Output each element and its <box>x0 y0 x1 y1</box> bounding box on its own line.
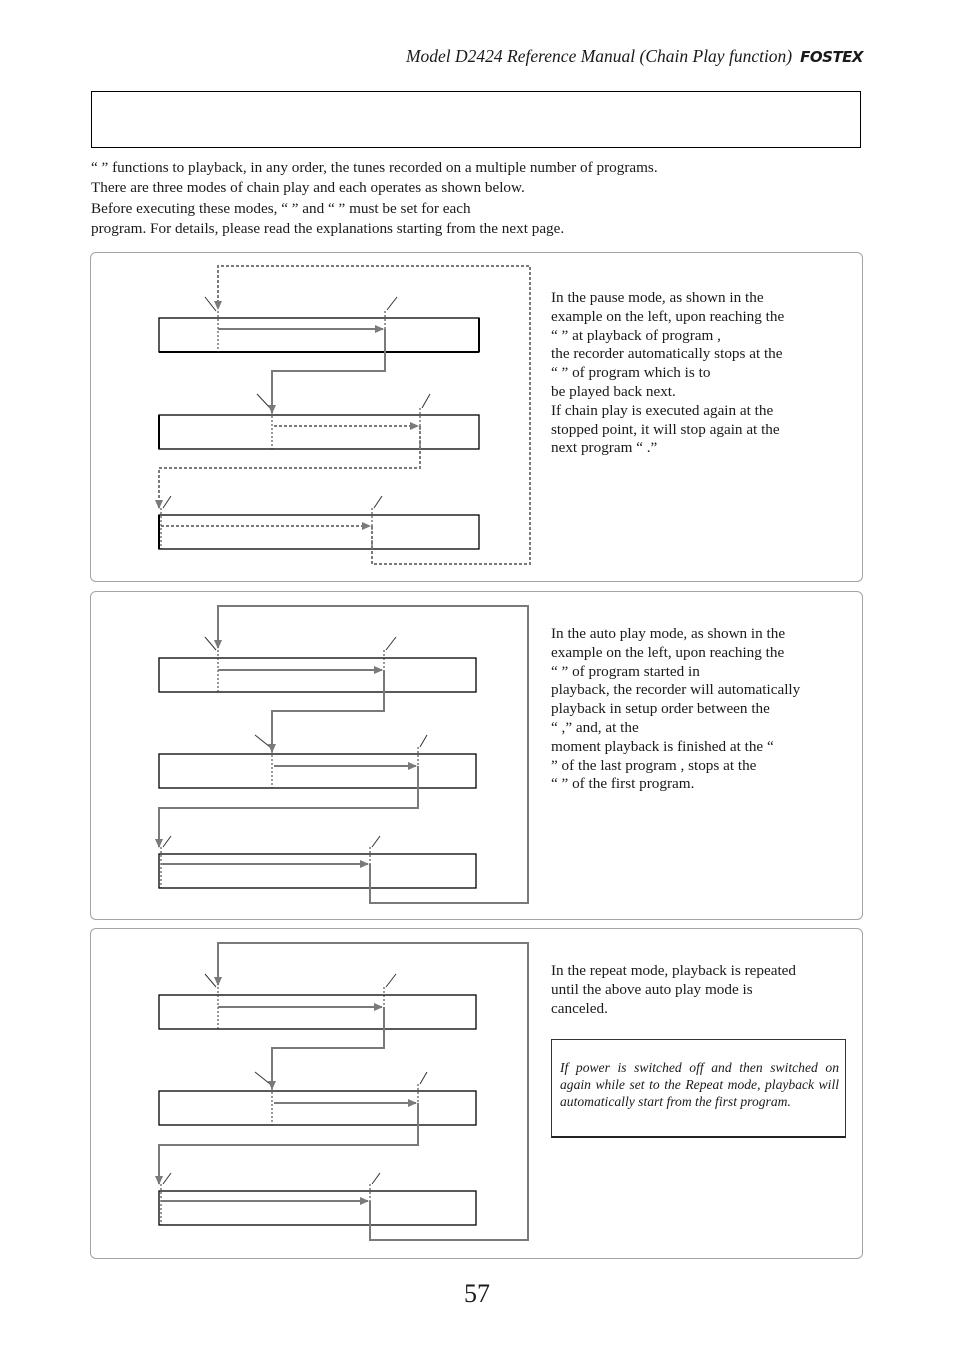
program-bar-3 <box>159 854 476 888</box>
desc-line: In the pause mode, as shown in the <box>551 289 764 306</box>
header-title: Model D2424 Reference Manual (Chain Play function) <box>405 46 793 66</box>
page-header <box>300 46 863 67</box>
repeat-mode-note: If power is switched off and then switched on again while set to the Repeat mode, playback will automatically start from the first program. <box>551 1039 846 1138</box>
pause-mode-panel <box>90 252 863 582</box>
page-number: 57 <box>464 1279 490 1308</box>
desc-line: “ ,” and, at the <box>551 718 639 736</box>
intro-line: Before executing these modes, “ ” and “ ” must be set for each <box>91 199 471 217</box>
program-bar-1 <box>159 995 476 1029</box>
desc-line: playback, the recorder will automatically <box>551 681 801 699</box>
desc-line: canceled. <box>551 999 608 1017</box>
auto-play-mode-panel <box>90 591 863 920</box>
desc-line: If chain play is executed again at the <box>551 401 774 419</box>
program-bar-2 <box>159 415 479 449</box>
intro-text <box>91 158 863 239</box>
desc-line: In the auto play mode, as shown in the <box>551 625 786 642</box>
desc-line: “ ” of program started in <box>551 662 700 680</box>
desc-line: be played back next. <box>551 382 676 400</box>
intro-line: “ ” functions to playback, in any order, the tunes recorded on a multiple number of programs. <box>91 159 658 176</box>
program-bar-1 <box>159 658 476 692</box>
desc-line: until the above auto play mode is <box>551 980 753 998</box>
desc-line: “ ” of program which is to <box>551 364 711 382</box>
section-title-box <box>91 91 861 148</box>
desc-line: example on the left, upon reaching the <box>551 307 785 325</box>
program-bar-3 <box>159 515 479 549</box>
desc-line: ” of the last program , stops at the <box>551 756 757 774</box>
desc-line: playback in setup order between the <box>551 700 770 718</box>
intro-line: program. For details, please read the explanations starting from the next page. <box>91 219 565 237</box>
desc-line: example on the left, upon reaching the <box>551 643 785 661</box>
repeat-mode-description <box>551 962 845 1018</box>
intro-line: There are three modes of chain play and each operates as shown below. <box>91 179 525 197</box>
program-bar-1 <box>159 318 479 352</box>
desc-line: the recorder automatically stops at the <box>551 345 783 363</box>
desc-line: “ ” of the first program. <box>551 775 695 793</box>
program-bar-2 <box>159 1091 476 1125</box>
desc-line: In the repeat mode, playback is repeated <box>551 962 796 979</box>
program-bar-3 <box>159 1191 476 1225</box>
auto-play-mode-description <box>551 625 845 794</box>
desc-line: next program “ .” <box>551 439 658 457</box>
repeat-mode-panel <box>90 928 863 1259</box>
desc-line: moment playback is finished at the “ <box>551 737 774 755</box>
program-bar-2 <box>159 754 476 788</box>
fostex-logo: FOSTEX <box>800 48 863 66</box>
desc-line: “ ” at playback of program , <box>551 326 721 344</box>
pause-mode-description <box>551 289 845 458</box>
desc-line: stopped point, it will stop again at the <box>551 420 780 438</box>
